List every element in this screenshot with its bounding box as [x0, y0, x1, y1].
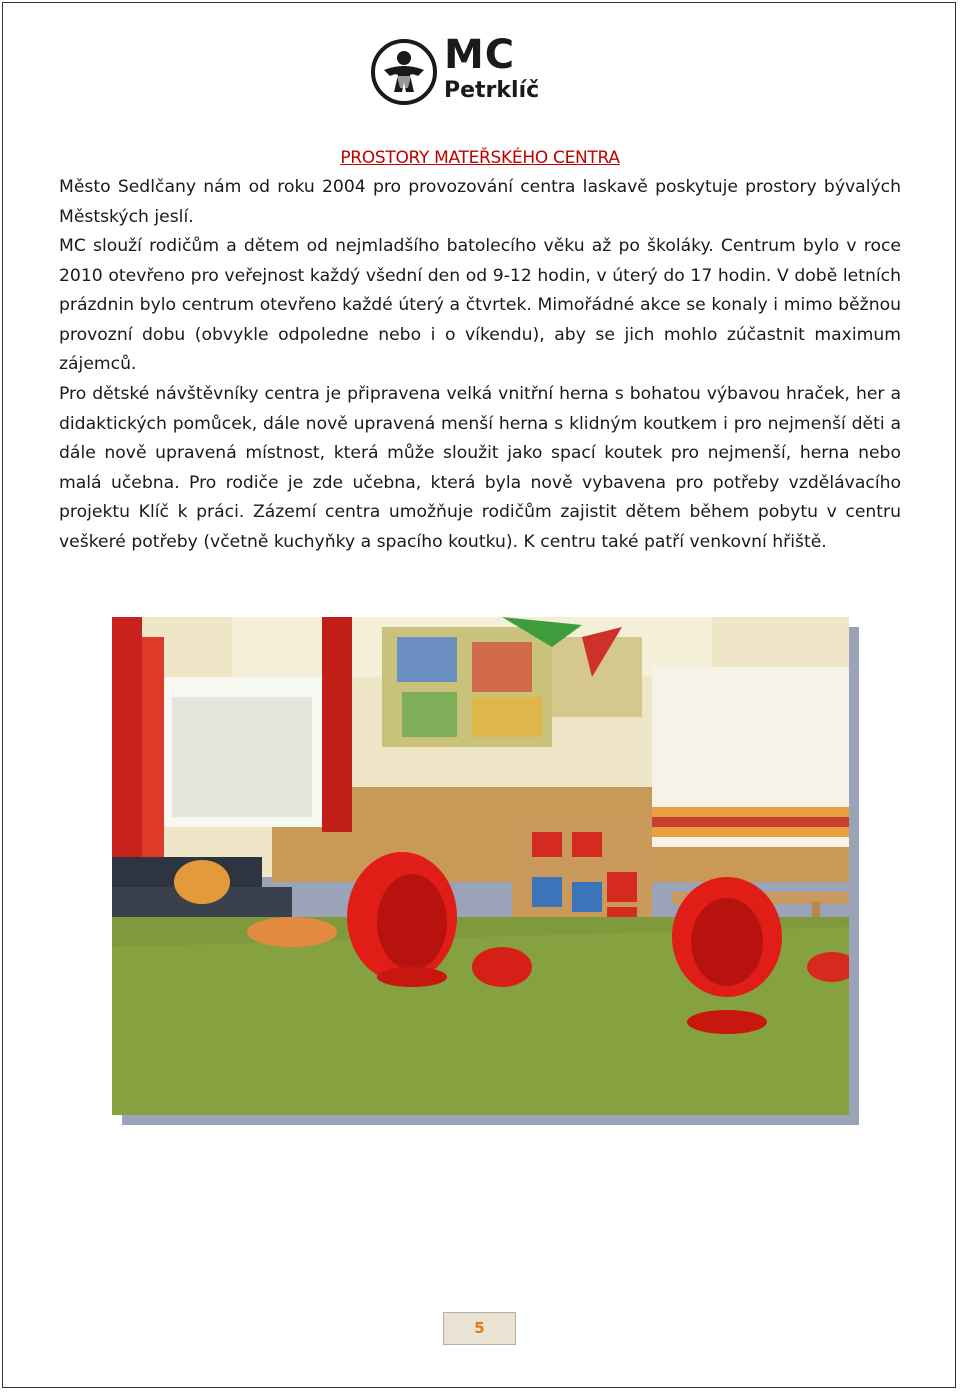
logo-name-text: Petrklíč: [444, 78, 540, 103]
paragraph-3: Pro dětské návštěvníky centra je připravena velká vnitřní herna s bohatou výbavou hraček, her a didaktických pomůcek, dále nově upravená menší herna s klidným koutkem i pro nejmenší děti a dále nově upravená místnost, která může sloužit jako spací koutek pro nejmenší, herna nebo malá učebna. Pro rodiče je zde učebna, která byla nově vybavena pro potřeby vzdělávacího projektu Klíč k práci. Zázemí centra umožňuje rodičům zajistit dětem během pobytu v centru veškeré potřeby (včetně kuchyňky a spacího koutku). K centru také patří venkovní hřiště.: [59, 384, 901, 552]
paragraph-2: MC slouží rodičům a dětem od nejmladšího batolecího věku až po školáky. Centrum bylo v roce 2010 otevřeno pro veřejnost každý všední den od 9-12 hodin, v úterý do 17 hodin. V době letních prázdnin bylo centrum otevřeno každé úterý a čtvrtek. Mimořádné akce se konaly i mimo běžnou provozní dobu (obvykle odpoledne nebo i o víkendu), aby se jich mohlo zúčastnit maximum zájemců.: [59, 236, 901, 375]
logo-mc-text: MC: [444, 32, 516, 78]
playroom-photo: [112, 617, 849, 1115]
logo-emblem-icon: [370, 38, 438, 106]
logo: [370, 32, 560, 108]
page-heading: [0, 148, 960, 168]
paragraph-1: Město Sedlčany nám od roku 2004 pro provozování centra laskavě poskytuje prostory bývalých Městských jeslí.: [59, 177, 901, 227]
heading-text: PROSTORY MATEŘSKÉHO CENTRA: [340, 148, 620, 168]
page-number: 5: [443, 1312, 516, 1345]
